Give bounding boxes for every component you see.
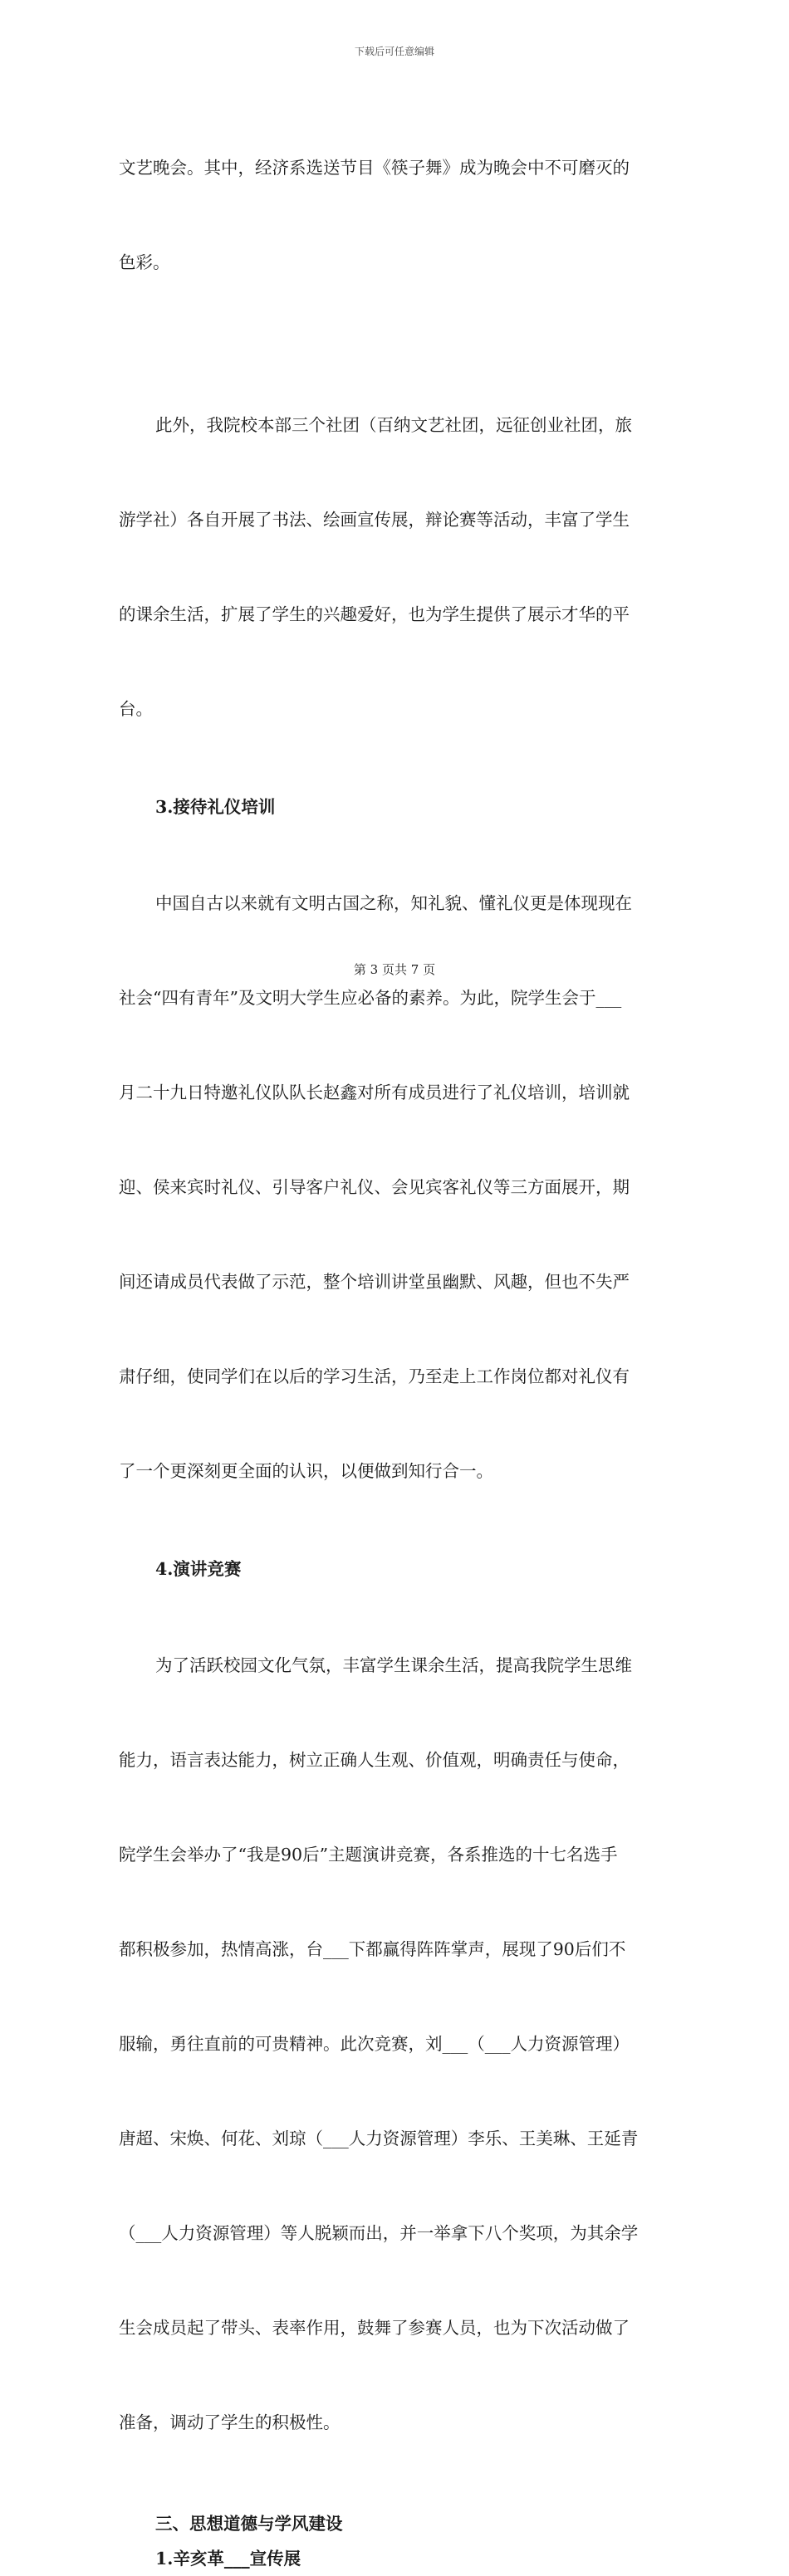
paragraph-1 (119, 89, 667, 341)
text-line: 院学生会举办了“我是90后”主题演讲竞赛，各系推选的十七名选手 (119, 1845, 618, 1865)
text-line: （___人力资源管理）等人脱颖而出，并一举拿下八个奖项，为其余学 (119, 2223, 639, 2243)
paragraph-3 (119, 824, 667, 1550)
paragraph-2 (119, 346, 667, 788)
heading-revolution-exhibition: 1.辛亥革___宣传展 (155, 2549, 301, 2569)
text-line: 迎、侯来宾时礼仪、引导客户礼仪、会见宾客礼仪等三方面展开，期 (119, 1177, 630, 1197)
page-number: 第 3 页共 7 页 (353, 962, 436, 977)
text-line: 月二十九日特邀礼仪队队长赵鑫对所有成员进行了礼仪培训，培训就 (119, 1083, 630, 1102)
text-line: 间还请成员代表做了示范，整个培训讲堂虽幽默、风趣，但也不失严 (119, 1272, 630, 1292)
page-header-note: 下载后可任意编辑 (354, 46, 434, 57)
heading-speech-contest: 4.演讲竞赛 (155, 1559, 242, 1579)
text-line: 准备，调动了学生的积极性。 (119, 2412, 341, 2432)
text-line: 都积极参加，热情高涨，台___下都赢得阵阵掌声，展现了90后们不 (119, 1939, 626, 1959)
text-line: 能力，语言表达能力，树立正确人生观、价值观，明确责任与使命， (119, 1750, 630, 1770)
text-line: 游学社）各自开展了书法、绘画宣传展，辩论赛等活动，丰富了学生 (119, 510, 630, 530)
heading-etiquette-training: 3.接待礼仪培训 (155, 797, 276, 817)
text-line: 了一个更深刻更全面的认识，以便做到知行合一。 (119, 1461, 493, 1481)
text-line: 此外，我院校本部三个社团（百纳文艺社团，远征创业社团，旅 (155, 415, 632, 435)
text-line: 的课余生活，扩展了学生的兴趣爱好，也为学生提供了展示才华的平 (119, 604, 630, 624)
text-line: 唐超、宋焕、何花、刘琼（___人力资源管理）李乐、王美琳、王延青 (119, 2129, 639, 2148)
text-line: 台。 (119, 699, 153, 719)
text-line: 社会“四有青年”及文明大学生应必备的素养。为此，院学生会于___ (119, 988, 622, 1008)
paragraph-4 (119, 1586, 667, 2501)
text-line: 文艺晚会。其中，经济系选送节目《筷子舞》成为晚会中不可磨灭的 (119, 158, 630, 178)
text-line: 服输，勇往直前的可贵精神。此次竞赛，刘___（___人力资源管理） (119, 2034, 630, 2054)
text-line: 为了活跃校园文化气氛，丰富学生课余生活，提高我院学生思维 (155, 1655, 632, 1675)
text-line: 肃仔细，使同学们在以后的学习生活，乃至走上工作岗位都对礼仪有 (119, 1366, 630, 1386)
text-line: 中国自古以来就有文明古国之称，知礼貌、懂礼仪更是体现现在 (155, 893, 632, 913)
text-line: 生会成员起了带头、表率作用，鼓舞了参赛人员，也为下次活动做了 (119, 2318, 630, 2338)
document-body (119, 89, 667, 2576)
heading-section-three: 三、思想道德与学风建设 (155, 2514, 343, 2534)
text-line: 色彩。 (119, 252, 170, 272)
